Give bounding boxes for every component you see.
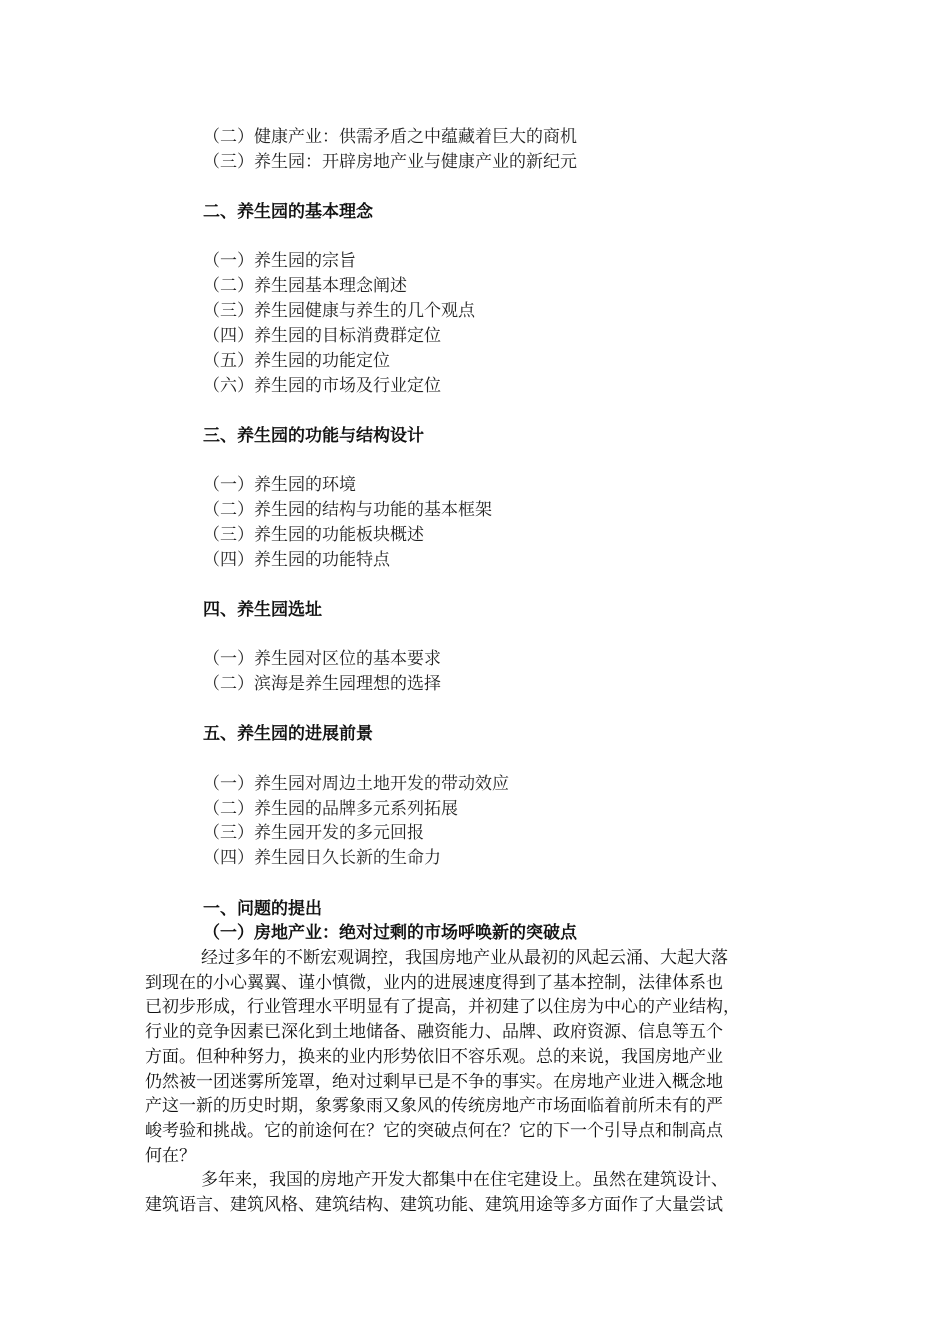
toc-item: （二）滨海是养生园理想的选择 — [203, 674, 441, 694]
body-paragraph — [145, 1168, 805, 1217]
toc-item: （二）养生园基本理念阐述 — [203, 276, 407, 296]
toc-item: （五）养生园的功能定位 — [203, 351, 390, 371]
paragraph-line: 建筑语言、建筑风格、建筑结构、建筑功能、建筑用途等多方面作了大量尝试 — [145, 1194, 723, 1215]
toc-item: （三）养生园健康与养生的几个观点 — [203, 301, 475, 321]
toc-item: （四）养生园的目标消费群定位 — [203, 326, 441, 346]
section-heading: 四、养生园选址 — [203, 600, 322, 620]
paragraph-line: 经过多年的不断宏观调控，我国房地产业从最初的风起云涌、大起大落 — [201, 948, 728, 968]
toc-item: （一）养生园的宗旨 — [203, 251, 356, 271]
toc-item: （四）养生园的功能特点 — [203, 550, 390, 570]
toc-item: （一）养生园对区位的基本要求 — [203, 649, 441, 669]
section-heading: 三、养生园的功能与结构设计 — [203, 426, 424, 446]
paragraph-line: 产这一新的历史时期，象雾象雨又象风的传统房地产市场面临着前所未有的严 — [145, 1096, 723, 1117]
toc-item: （二）养生园的结构与功能的基本框架 — [203, 500, 492, 520]
toc-item: （三）养生园：开辟房地产业与健康产业的新纪元 — [203, 152, 577, 172]
paragraph-line: 何在？ — [145, 1145, 196, 1166]
paragraph-line: 峻考验和挑战。它的前途何在？它的突破点何在？它的下一个引导点和制高点 — [145, 1120, 723, 1141]
paragraph-line: 方面。但种种努力，换来的业内形势依旧不容乐观。总的来说，我国房地产业 — [145, 1046, 723, 1067]
body-subheading: （一）房地产业：绝对过剩的市场呼唤新的突破点 — [203, 923, 577, 943]
toc-item: （一）养生园对周边土地开发的带动效应 — [203, 774, 509, 794]
paragraph-line: 仍然被一团迷雾所笼罩，绝对过剩早已是不争的事实。在房地产业进入概念地 — [145, 1071, 723, 1092]
body-paragraph — [145, 946, 805, 1168]
toc-item: （三）养生园开发的多元回报 — [203, 823, 424, 843]
body-heading: 一、问题的提出 — [203, 899, 322, 919]
section-heading: 五、养生园的进展前景 — [203, 724, 373, 744]
toc-item: （二）健康产业：供需矛盾之中蕴藏着巨大的商机 — [203, 127, 577, 147]
paragraph-line: 到现在的小心翼翼、谨小慎微，业内的进展速度得到了基本控制，法律体系也 — [145, 972, 723, 993]
paragraph-line: 多年来，我国的房地产开发大都集中在住宅建设上。虽然在建筑设计、 — [201, 1170, 728, 1190]
paragraph-line: 已初步形成，行业管理水平明显有了提高，并初建了以住房为中心的产业结构， — [145, 997, 740, 1018]
toc-item: （四）养生园日久长新的生命力 — [203, 848, 441, 868]
toc-item: （三）养生园的功能板块概述 — [203, 525, 424, 545]
toc-item: （二）养生园的品牌多元系列拓展 — [203, 799, 458, 819]
toc-item: （一）养生园的环境 — [203, 475, 356, 495]
section-heading: 二、养生园的基本理念 — [203, 202, 373, 222]
toc-item: （六）养生园的市场及行业定位 — [203, 376, 441, 396]
paragraph-line: 行业的竞争因素已深化到土地储备、融资能力、品牌、政府资源、信息等五个 — [145, 1022, 723, 1043]
